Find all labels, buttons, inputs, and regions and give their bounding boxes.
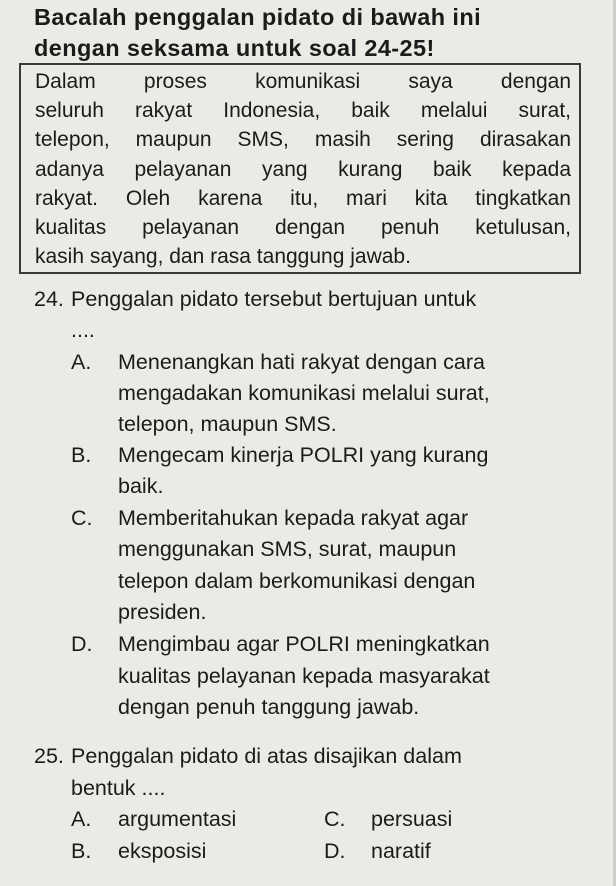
speech-line: seluruh rakyat Indonesia, baik melalui surat, <box>35 99 571 123</box>
option-text: naratif <box>371 839 431 863</box>
question-24-stem <box>34 284 476 315</box>
option-letter: B. <box>71 443 92 467</box>
option-letter: D. <box>324 839 346 863</box>
q25-option-a[interactable] <box>71 804 236 835</box>
option-text: Menenangkan hati rakyat dengan cara <box>118 350 485 374</box>
instruction-line-1: Bacalah penggalan pidato di bawah ini <box>34 4 482 30</box>
option-text: Mengimbau agar POLRI meningkatkan <box>118 632 490 656</box>
option-text: Mengecam kinerja POLRI yang kurang <box>118 443 489 467</box>
option-letter: C. <box>71 506 93 530</box>
speech-line: rakyat. Oleh karena itu, mari kita tingkatkan <box>35 186 571 210</box>
option-letter: A. <box>71 807 92 831</box>
instruction <box>34 2 609 64</box>
question-25-stem-cont: bentuk .... <box>71 776 166 800</box>
question-24-stem-cont: .... <box>71 318 95 342</box>
q24-option-a[interactable] <box>71 347 485 378</box>
option-letter: A. <box>71 350 92 374</box>
option-text: argumentasi <box>118 807 237 831</box>
speech-line: telepon, maupun SMS, masih sering dirasakan <box>35 128 571 152</box>
option-text: Memberitahukan kepada rakyat agar <box>118 506 469 530</box>
option-letter: D. <box>71 632 93 656</box>
question-25-stem <box>34 741 462 772</box>
q24-option-d[interactable] <box>71 629 490 660</box>
option-text-cont: baik. <box>118 474 164 498</box>
question-number: 24. <box>34 287 64 311</box>
speech-line: Dalam proses komunikasi saya dengan <box>35 70 571 93</box>
option-text-cont: presiden. <box>118 600 207 624</box>
option-text: persuasi <box>371 807 453 831</box>
option-text: eksposisi <box>118 839 207 863</box>
speech-line: adanya pelayanan yang kurang baik kepada <box>35 157 571 181</box>
question-number: 25. <box>34 744 64 768</box>
speech-excerpt-box <box>19 63 581 274</box>
option-text-cont: mengadakan komunikasi melalui surat, <box>118 381 490 405</box>
speech-line: kasih sayang, dan rasa tanggung jawab. <box>35 245 411 269</box>
q25-option-d[interactable] <box>324 836 431 867</box>
instruction-line-2: dengan seksama untuk soal 24-25! <box>34 35 435 61</box>
question-stem-line: Penggalan pidato tersebut bertujuan untuk <box>71 287 477 311</box>
q24-option-b[interactable] <box>71 440 488 471</box>
option-text-cont: telepon, maupun SMS. <box>118 412 337 436</box>
option-text-cont: menggunakan SMS, surat, maupun <box>118 537 457 561</box>
question-stem-line: Penggalan pidato di atas disajikan dalam <box>71 744 462 768</box>
option-text-cont: dengan penuh tanggung jawab. <box>118 695 420 719</box>
q25-option-c[interactable] <box>324 804 452 835</box>
option-text-cont: kualitas pelayanan kepada masyarakat <box>118 664 490 688</box>
q24-option-c[interactable] <box>71 503 468 534</box>
option-text-cont: telepon dalam berkomunikasi dengan <box>118 569 476 593</box>
option-letter: C. <box>324 807 346 831</box>
q25-option-b[interactable] <box>71 836 206 867</box>
speech-line: kualitas pelayanan dengan penuh ketulusan, <box>35 216 571 240</box>
option-letter: B. <box>71 839 92 863</box>
